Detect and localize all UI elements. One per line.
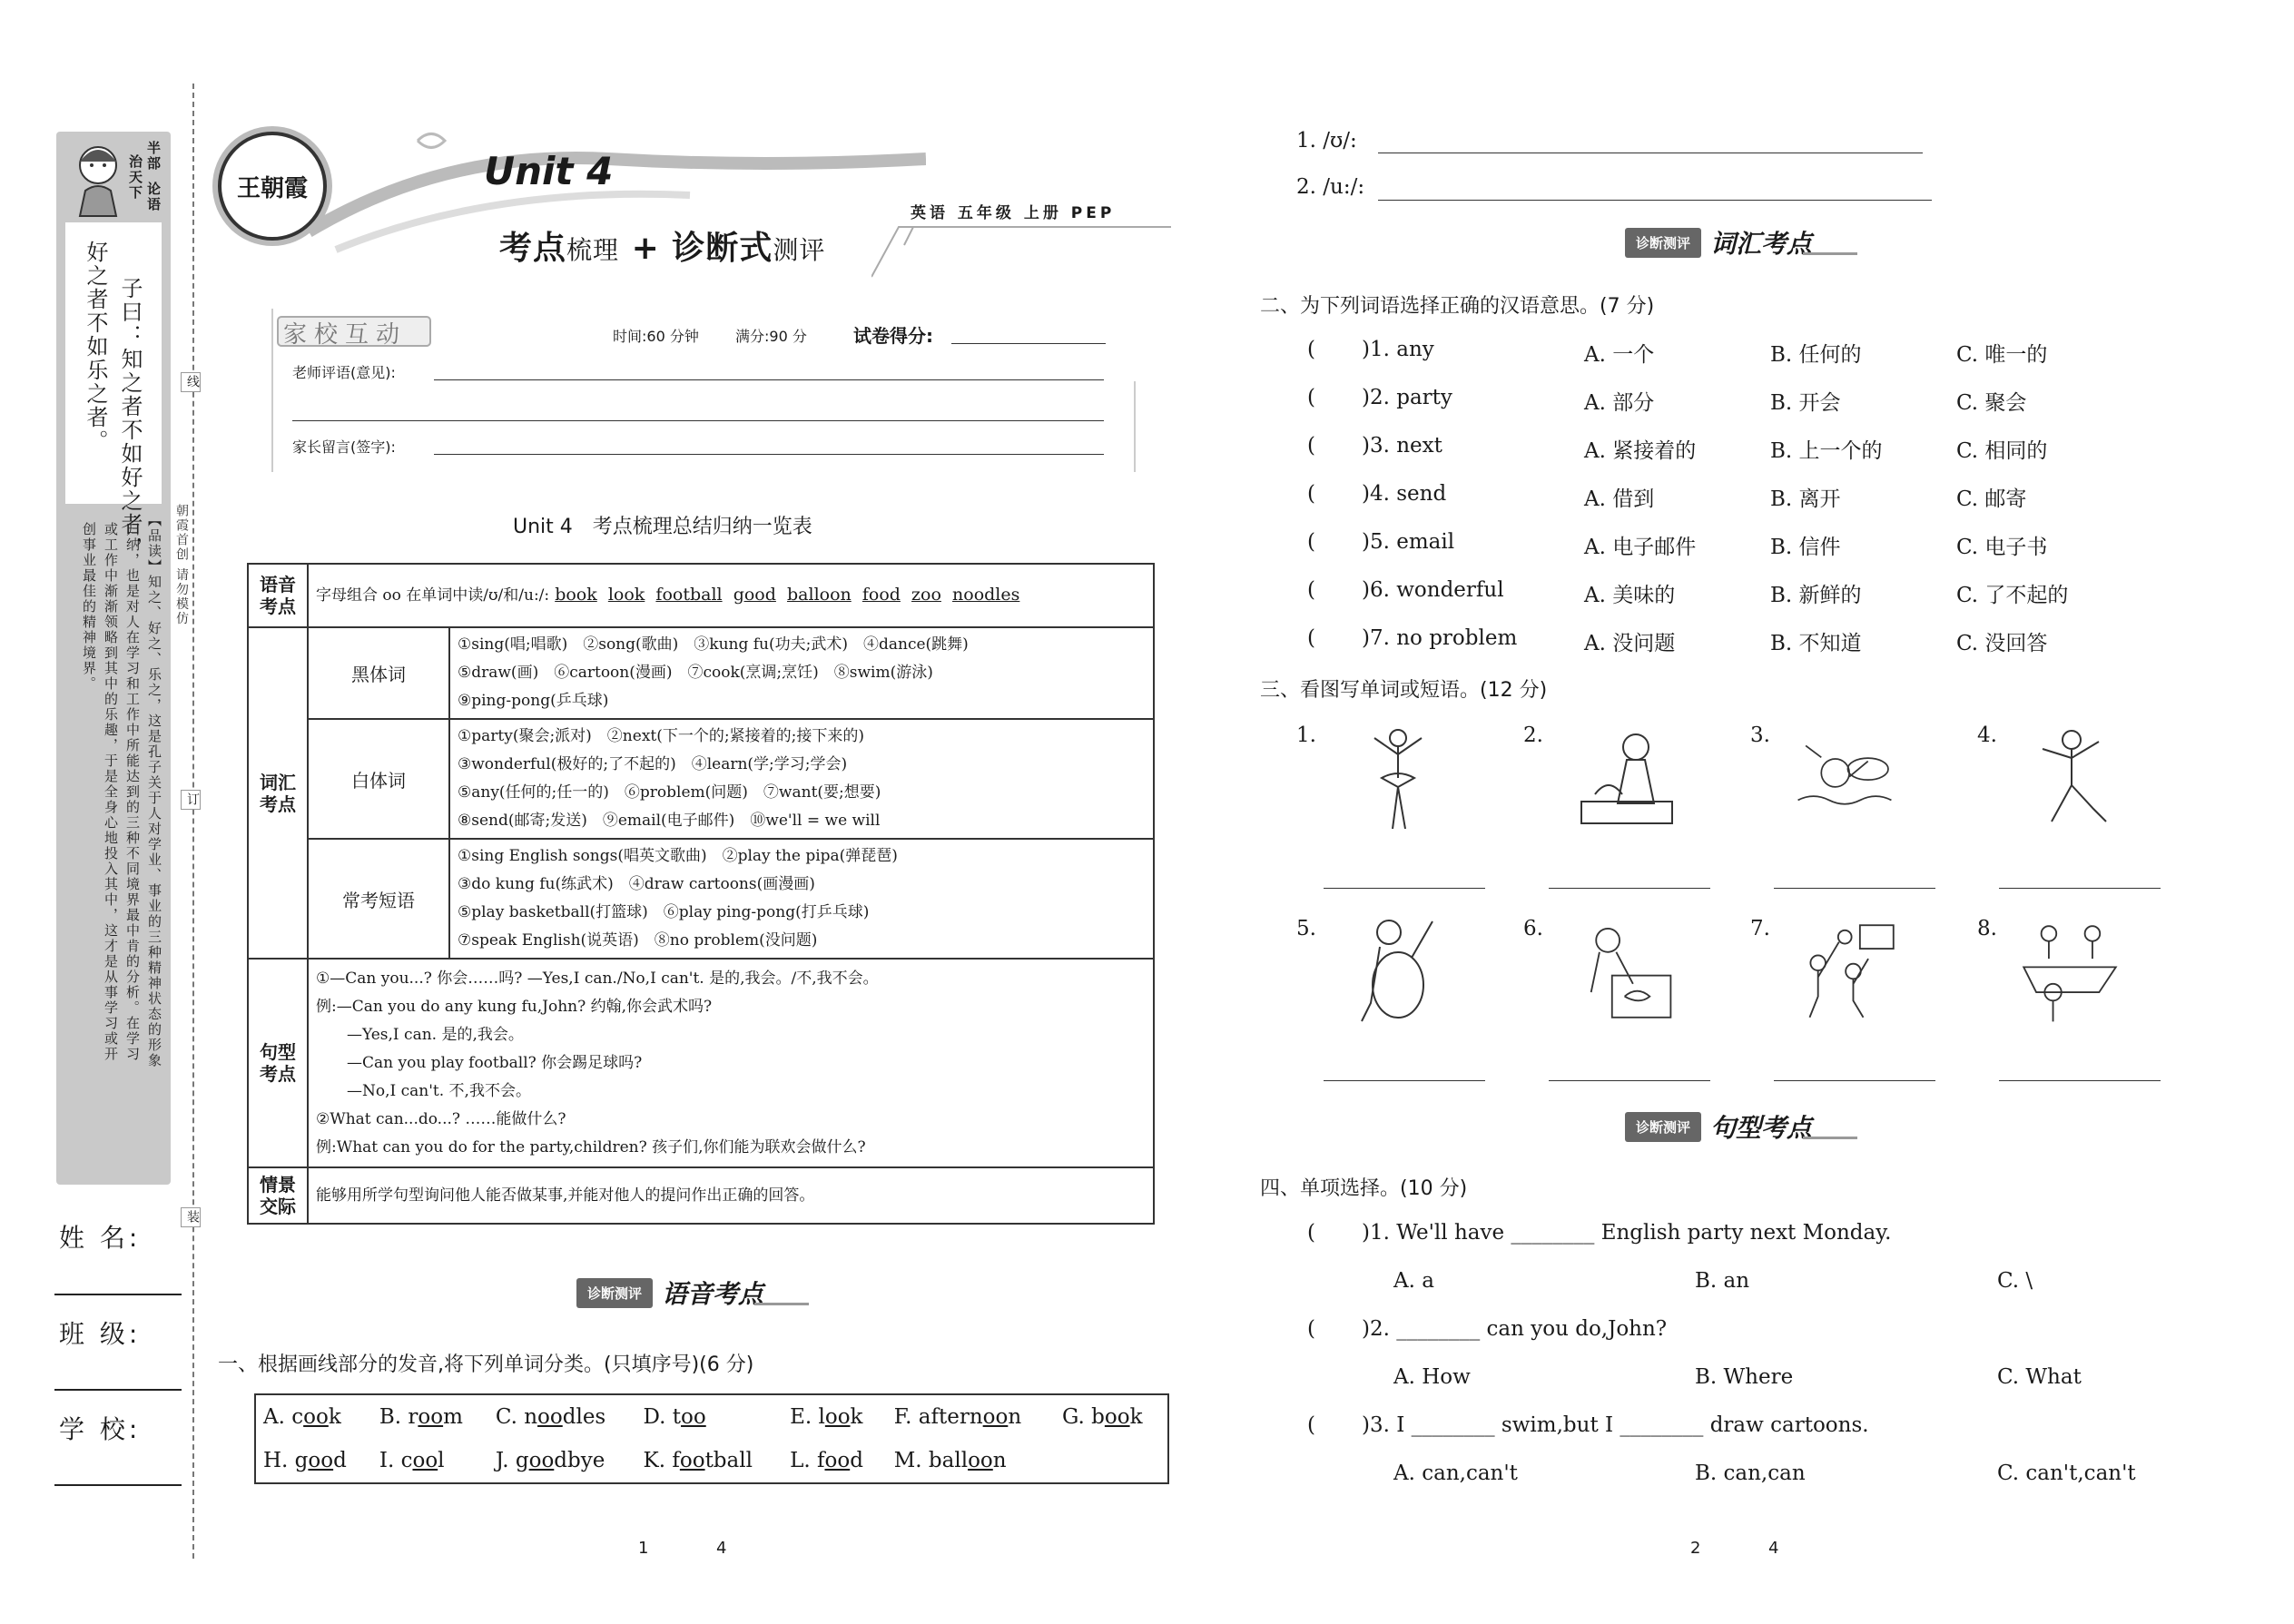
q4-paren[interactable]: (	[1307, 1317, 1315, 1341]
q1-word: A. cook	[263, 1405, 341, 1429]
q2-paren[interactable]: (	[1307, 578, 1315, 602]
banner-tail	[1803, 1137, 1857, 1139]
white-words-row: ⑤any(任何的;任一的) ⑥problem(问题) ⑦want(要;想要)	[458, 783, 881, 802]
copyright-note: 朝霞首创 请勿模仿	[174, 504, 189, 626]
subtitle-part-a: 考点	[499, 230, 567, 267]
bold-words-row: ①sing(唱;唱歌) ②song(歌曲) ③kung fu(功夫;武术) ④dance(跳舞)	[458, 635, 969, 654]
situation-category: 情景 交际	[248, 1167, 308, 1224]
home-school-title: 家校互动	[283, 321, 408, 349]
q2-option-b: B. 任何的	[1770, 343, 1862, 367]
white-words-row: ⑧send(邮寄;发送) ⑨email(电子邮件) ⑩we'll = we will	[458, 812, 881, 830]
teacher-comment-label: 老师评语(意见):	[292, 364, 396, 381]
reading-col-4: 创事业最佳的精神境界。	[81, 522, 97, 692]
banner-tag: 诊断测评	[576, 1278, 653, 1308]
bold-words-row: ⑤draw(画) ⑥cartoon(漫画) ⑦cook(烹调;烹饪) ⑧swim(游泳)	[458, 664, 933, 682]
q2-paren[interactable]: (	[1307, 482, 1315, 506]
q4-stem: )3. I ________ swim,but I ________ draw cartoons.	[1362, 1413, 1869, 1437]
q2-option-c: C. 相同的	[1956, 439, 2048, 463]
phonics-word: balloon	[787, 585, 852, 605]
quote-line-2: 好之者不如乐之者。	[83, 241, 108, 453]
parent-comment-label: 家长留言(签字):	[292, 438, 396, 456]
q2-option-a: A. 部分	[1584, 391, 1655, 415]
q2-option-b: B. 信件	[1770, 536, 1841, 559]
q4-heading: 四、单项选择。(10 分)	[1260, 1177, 1468, 1200]
q2-option-c: C. 电子书	[1956, 536, 2048, 559]
q4-option-a: A. can,can't	[1393, 1462, 1518, 1485]
q1-word: G. book	[1061, 1405, 1143, 1429]
binding-tag-bind: 装	[181, 1207, 201, 1227]
q4-option-b: B. an	[1695, 1269, 1750, 1293]
q4-option-a: A. How	[1393, 1365, 1471, 1389]
phonics-word: zoo	[911, 585, 941, 605]
vocab-category: 词汇 考点	[248, 627, 308, 959]
q2-word: )7. no problem	[1362, 626, 1518, 650]
banner-tag: 诊断测评	[1625, 228, 1701, 258]
summary-table	[247, 563, 1155, 1225]
q2-option-c: C. 唯一的	[1956, 343, 2048, 367]
q2-option-c: C. 没回答	[1956, 632, 2048, 655]
q3-number: 5.	[1296, 917, 1316, 940]
q2-word: )6. wonderful	[1362, 578, 1504, 602]
exam-full-score: 满分:90 分	[735, 328, 807, 345]
q1-heading: 一、根据画线部分的发音,将下列单词分类。(只填序号)(6 分)	[218, 1353, 754, 1376]
q3-answer-line[interactable]	[1549, 888, 1710, 889]
teacher-comment-line-2[interactable]	[292, 420, 1104, 421]
bold-words-content	[449, 627, 1154, 719]
q1-word: K. football	[643, 1449, 753, 1472]
phrase-row: ⑤play basketball(打篮球) ⑥play ping-pong(打乒乓球)	[458, 903, 870, 921]
q2-paren[interactable]: (	[1307, 530, 1315, 554]
sentence-banner	[1625, 1109, 1857, 1144]
sentence-content	[308, 959, 1154, 1167]
q1-word: D. too	[643, 1405, 706, 1429]
q4-option-b: B. Where	[1695, 1365, 1794, 1389]
dancing-girl-icon	[1344, 722, 1452, 840]
q1-word: F. afternoon	[893, 1405, 1022, 1429]
q3-heading: 三、看图写单词或短语。(12 分)	[1260, 679, 1548, 702]
white-words-row: ①party(聚会;派对) ②next(下一个的;紧接着的;接下来的)	[458, 727, 864, 745]
confucius-icon	[62, 136, 136, 218]
q4-option-c: C. What	[1997, 1365, 2082, 1389]
q2-option-b: B. 上一个的	[1770, 439, 1883, 463]
q3-number: 4.	[1977, 723, 1997, 747]
subtitle-plus: +	[631, 230, 660, 267]
white-words-content	[449, 719, 1154, 839]
sentence-row: —Yes,I can. 是的,我会。	[316, 1025, 524, 1044]
q2-option-a: A. 借到	[1584, 487, 1655, 511]
banner-tail	[754, 1303, 809, 1305]
q2-word: )1. any	[1362, 338, 1434, 361]
phrases-content	[449, 839, 1154, 959]
q2-option-b: B. 开会	[1770, 391, 1841, 415]
q2-option-a: A. 电子邮件	[1584, 536, 1697, 559]
q2-option-b: B. 离开	[1770, 487, 1841, 511]
sentence-row: 例:What can you do for the party,children? 孩子们,你们能为联欢会做什么?	[316, 1137, 866, 1156]
quote-line-1: 子曰：知之者不如好之者，	[117, 277, 143, 560]
phonics-banner	[576, 1275, 809, 1310]
q4-paren[interactable]: (	[1307, 1221, 1315, 1245]
q2-word: )4. send	[1362, 482, 1447, 506]
name-label: 姓 名:	[59, 1223, 142, 1253]
q4-paren[interactable]: (	[1307, 1413, 1315, 1437]
swimming-boy-icon	[1790, 722, 1899, 840]
q1-word: H. good	[263, 1449, 347, 1472]
reading-col-2: 归纳，也是对人在学习和工作中所能达到的三种不同境界最中肯的分析。在学习	[124, 522, 141, 1062]
white-words-label: 白体词	[308, 719, 449, 839]
summary-table-title: Unit 4 考点梳理总结归纳一览表	[513, 516, 812, 538]
q2-paren[interactable]: (	[1307, 338, 1315, 361]
name-line[interactable]	[54, 1294, 182, 1295]
q2-word: )3. next	[1362, 434, 1442, 458]
q2-option-b: B. 不知道	[1770, 632, 1862, 655]
q4-stem: )1. We'll have ________ English party next Monday.	[1362, 1221, 1892, 1245]
grade-info: 英语 五年级 上册 PEP	[911, 204, 1116, 222]
q3-answer-line[interactable]	[1774, 1080, 1935, 1081]
banner-tag: 诊断测评	[1625, 1112, 1701, 1142]
left-page-number: 1	[638, 1539, 649, 1558]
q3-answer-line[interactable]	[1324, 1080, 1485, 1081]
q3-answer-line[interactable]	[1774, 888, 1935, 889]
q2-option-c: C. 了不起的	[1956, 584, 2069, 607]
q1-word: L. food	[790, 1449, 863, 1472]
vocab-banner	[1625, 225, 1857, 260]
sentence-row: ②What can...do...? ……能做什么?	[316, 1109, 566, 1128]
phrase-row: ⑦speak English(说英语) ⑧no problem(没问题)	[458, 931, 818, 950]
q1-word: M. balloon	[893, 1449, 1007, 1472]
page-subtitle	[499, 222, 825, 269]
q3-answer-line[interactable]	[1549, 1080, 1710, 1081]
q1-word: B. room	[379, 1405, 463, 1429]
q4-option-b: B. can,can	[1695, 1462, 1806, 1485]
q2-option-a: A. 紧接着的	[1584, 439, 1697, 463]
q2-paren[interactable]: (	[1307, 386, 1315, 409]
exam-score-line[interactable]	[951, 343, 1106, 344]
phonics-rule: 字母组合 oo 在单词中读/ʊ/和/u:/:	[316, 586, 550, 605]
q4-stem: )2. ________ can you do,John?	[1362, 1317, 1668, 1341]
binding-line	[192, 84, 194, 1559]
q2-word: )2. party	[1362, 386, 1452, 409]
teacher-comment-line-1[interactable]	[434, 379, 1104, 380]
brand-logo-text: 王朝霞	[236, 174, 308, 202]
phonics-word: look	[607, 585, 645, 605]
banner-label: 句型考点	[1710, 1113, 1813, 1143]
q4-option-c: C. \	[1997, 1269, 2033, 1293]
q3-answer-line[interactable]	[1999, 1080, 2161, 1081]
phonics-category: 语音 考点	[248, 564, 308, 627]
q4-option-a: A. a	[1393, 1269, 1434, 1293]
q2-option-c: C. 邮寄	[1956, 487, 2027, 511]
q1-word: E. look	[790, 1405, 863, 1429]
phonics-word: food	[861, 585, 901, 605]
q3-number: 7.	[1750, 917, 1770, 940]
phonics-word: football	[655, 585, 723, 605]
q2-option-a: A. 美味的	[1584, 584, 1676, 607]
side-title-col2: 论语	[145, 182, 162, 212]
bold-words-label: 黑体词	[308, 627, 449, 719]
sentence-row: —Can you play football? 你会踢足球吗?	[316, 1053, 643, 1072]
q2-paren[interactable]: (	[1307, 434, 1315, 458]
school-line[interactable]	[54, 1484, 182, 1486]
q3-number: 2.	[1523, 723, 1543, 747]
q2-option-c: C. 聚会	[1956, 391, 2027, 415]
right-page-number: 2	[1690, 1539, 1701, 1558]
q2-heading: 二、为下列词语选择正确的汉语意思。(7 分)	[1260, 295, 1655, 318]
subtitle-part-c: 诊断式	[672, 230, 773, 267]
exam-score-label: 试卷得分:	[853, 325, 933, 347]
q1-word: C. noodles	[495, 1405, 606, 1429]
binding-tag-dress: 订	[181, 790, 201, 810]
brand-logo	[218, 132, 327, 241]
parent-comment-line[interactable]	[434, 454, 1104, 455]
class-label: 班 级:	[59, 1319, 142, 1349]
unit-title: Unit 4	[484, 149, 614, 193]
phonics-content	[308, 564, 1154, 627]
reading-col-1: 【品读】知之、好之、乐之，这是孔子关于人对学业、事业的三种精神状态的形象	[146, 513, 162, 1068]
phrase-row: ③do kung fu(练武术) ④draw cartoons(画漫画)	[458, 875, 815, 893]
left-unit-number: 4	[716, 1539, 727, 1558]
pipa-girl-icon	[1344, 912, 1452, 1030]
reading-col-3: 或工作中渐渐领略到其中的乐趣，于是全身心地投入其中，这才是从事学习或开	[103, 522, 119, 1062]
q1-answer-1-label: 1. /ʊ/:	[1296, 129, 1357, 153]
q3-number: 6.	[1523, 917, 1543, 940]
school-label: 学 校:	[59, 1414, 142, 1444]
banner-tail	[1803, 252, 1857, 255]
cooking-girl-icon	[1572, 722, 1681, 840]
subtitle-part-d: 测评	[773, 235, 826, 265]
q4-option-c: C. can't,can't	[1997, 1462, 2136, 1485]
kung-fu-boy-icon	[2015, 722, 2124, 840]
situation-content: 能够用所学句型询问他人能否做某事,并能对他人的提问作出正确的回答。	[308, 1167, 1154, 1224]
exam-time: 时间:60 分钟	[613, 328, 699, 345]
ping-pong-boys-icon	[2015, 912, 2124, 1030]
q1-answer-2-line[interactable]	[1378, 200, 1932, 201]
phrase-row: ①sing English songs(唱英文歌曲) ②play the pipa(弹琵琶)	[458, 847, 898, 865]
phonics-word: book	[555, 585, 597, 605]
side-title-col1: 半部	[145, 141, 162, 172]
q3-number: 8.	[1977, 917, 1997, 940]
q1-word: I. cool	[379, 1449, 445, 1472]
q1-answer-2-label: 2. /u:/:	[1296, 175, 1365, 199]
basketball-boys-icon	[1793, 912, 1902, 1030]
phrases-label: 常考短语	[308, 839, 449, 959]
sentence-row: —No,I can't. 不,我不会。	[316, 1081, 531, 1100]
q3-answer-line[interactable]	[1324, 888, 1485, 889]
banner-label: 语音考点	[662, 1279, 764, 1309]
banner-label: 词汇考点	[1710, 229, 1813, 259]
phonics-word: good	[733, 585, 776, 605]
sentence-row: ①—Can you...? 你会……吗? —Yes,I can./No,I can't. 是的,我会。/不,我不会。	[316, 969, 879, 988]
sentence-row: 例:—Can you do any kung fu,John? 约翰,你会武术吗?	[316, 997, 713, 1016]
q1-word-table	[254, 1393, 1169, 1484]
subtitle-part-b: 梳理	[566, 235, 620, 265]
right-unit-number: 4	[1768, 1539, 1779, 1558]
q1-word: J. goodbye	[495, 1449, 605, 1472]
side-title-col3: 治天下	[127, 154, 143, 201]
q3-number: 1.	[1296, 723, 1316, 747]
q3-number: 3.	[1750, 723, 1770, 747]
subtitle-frame	[871, 182, 1180, 281]
q2-paren[interactable]: (	[1307, 626, 1315, 650]
q1-word-empty	[1055, 1439, 1168, 1483]
q2-option-a: A. 一个	[1584, 343, 1655, 367]
phonics-word: noodles	[952, 585, 1020, 605]
class-line[interactable]	[54, 1389, 182, 1391]
drawing-girl-icon	[1566, 912, 1675, 1030]
bold-words-row: ⑨ping-pong(乒乓球)	[458, 692, 609, 710]
q2-word: )5. email	[1362, 530, 1455, 554]
q2-option-a: A. 没问题	[1584, 632, 1676, 655]
sentence-category: 句型 考点	[248, 959, 308, 1167]
white-words-row: ③wonderful(极好的;了不起的) ④learn(学;学习;学会)	[458, 755, 848, 773]
q2-option-b: B. 新鲜的	[1770, 584, 1862, 607]
binding-tag-line: 线	[181, 372, 201, 392]
q3-answer-line[interactable]	[1999, 888, 2161, 889]
